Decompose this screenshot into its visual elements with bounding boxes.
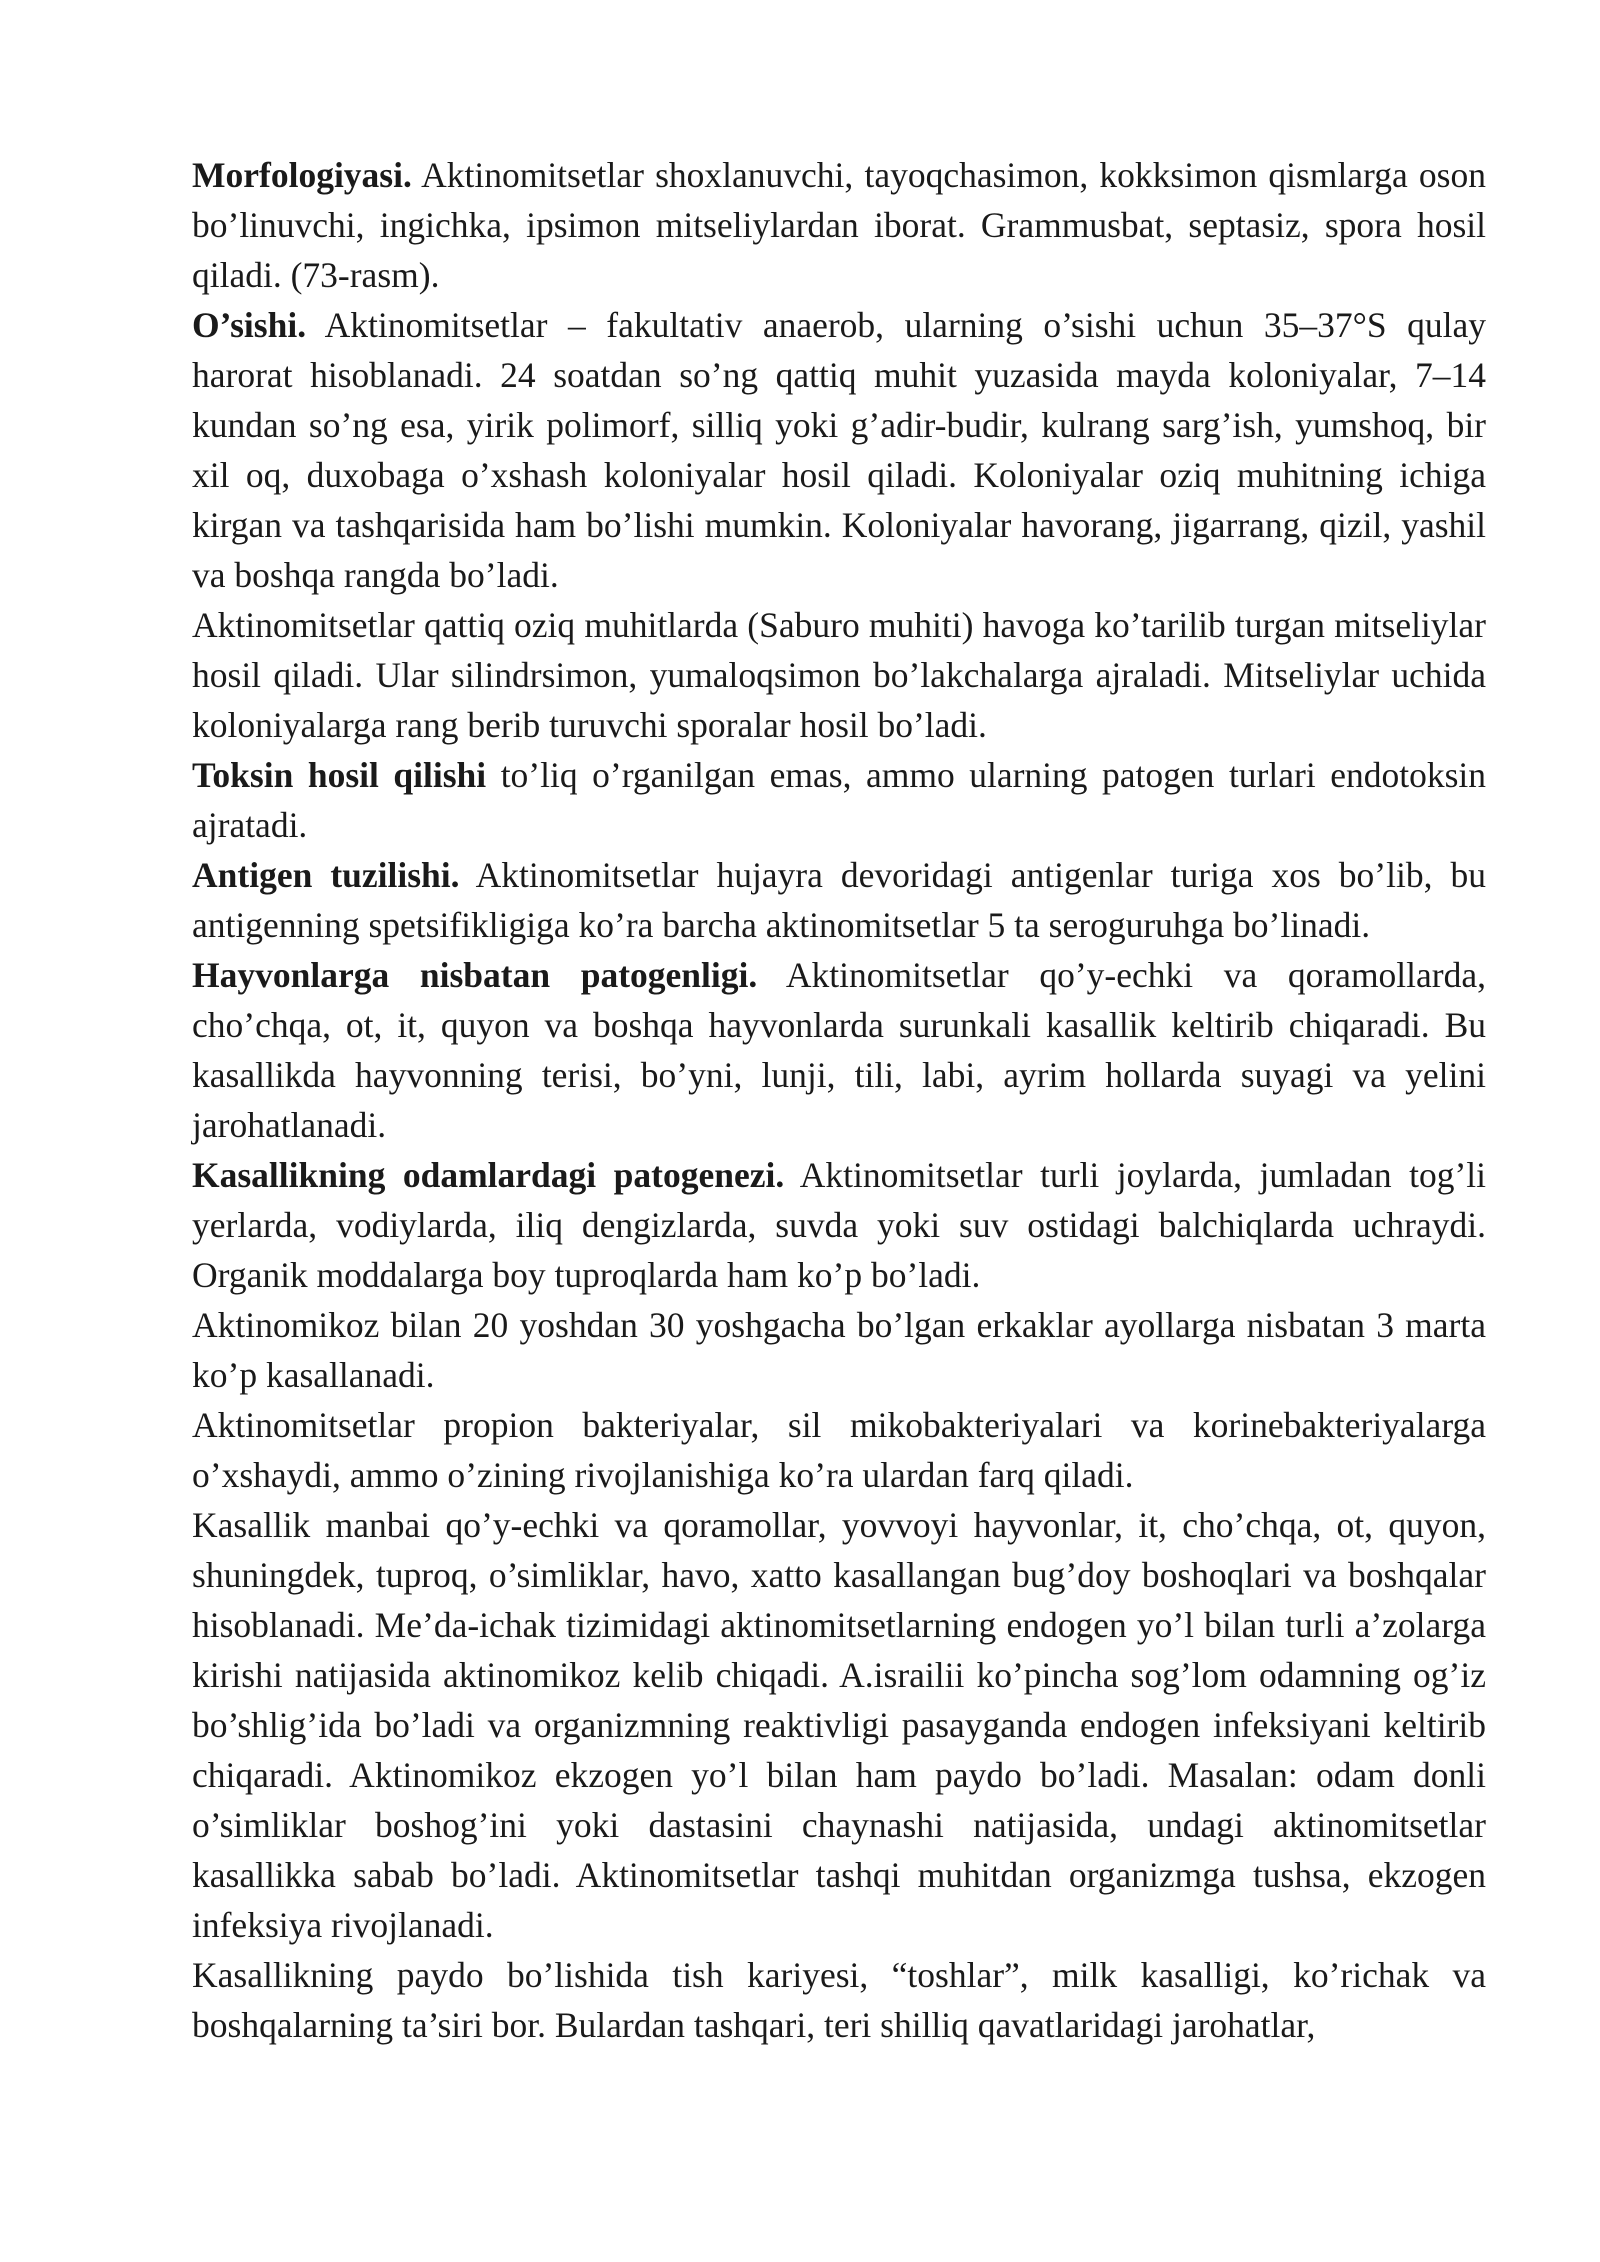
paragraph-text: Kasallikning paydo bo’lishida tish kariyesi, “toshlar”, milk kasalligi, ko’richak va boshqalarning ta’siri bor. Bulardan tashqari, teri shilliq qavatlaridagi jarohatlar, bbox=[192, 1955, 1486, 2045]
paragraph-text: Aktinomitsetlar qo’y-echki va qoramollarda, cho’chqa, ot, it, quyon va boshqa hayvonlarda surunkali kasallik keltirib chiqaradi. Bu kasallikda hayvonning terisi, bo’yni, lunji, tili, labi, ayrim hollarda suyagi va yelini jarohatlanadi. bbox=[192, 955, 1486, 1145]
paragraph-heading: O’sishi. bbox=[192, 305, 307, 345]
paragraph-heading: Morfologiyasi. bbox=[192, 155, 412, 195]
paragraph-kasallik-manbai bbox=[192, 1500, 1486, 1950]
paragraph-toksin bbox=[192, 750, 1486, 850]
paragraph-aktinomikoz-yosh bbox=[192, 1300, 1486, 1400]
paragraph-text: Aktinomitsetlar shoxlanuvchi, tayoqchasimon, kokksimon qismlarga oson bo’linuvchi, ingichka, ipsimon mitseliylardan iborat. Grammusbat, septasiz, spora hosil qiladi. (73-rasm). bbox=[192, 155, 1486, 295]
paragraph-text: to’liq o’rganilgan emas, ammo ularning patogen turlari endotoksin ajratadi. bbox=[192, 755, 1487, 845]
document-page bbox=[192, 150, 1486, 2050]
paragraph-patogenez bbox=[192, 1150, 1486, 1300]
paragraph-heading: Toksin hosil qilishi bbox=[192, 755, 487, 795]
paragraph-text: Kasallik manbai qo’y-echki va qoramollar, yovvoyi hayvonlar, it, cho’chqa, ot, quyon, shuningdek, tuproq, o’simliklar, havo, xatto kasallangan bug’doy boshoqlari va boshqalar hisoblanadi. Me’da-ichak tizimidagi aktinomitsetlarning endogen yo’l bilan turli a’zolarga kirishi natijasida aktinomikoz kelib chiqadi. A.israilii ko’pincha sog’lom odamning og’iz bo’shlig’ida bo’ladi va organizmning reaktivligi pasayganda endogen infeksiyani keltirib chiqaradi. Aktinomikoz ekzogen yo’l bilan ham paydo bo’ladi. Masalan: odam donli o’simliklar boshog’ini yoki dastasini chaynashi natijasida, undagi aktinomitsetlar kasallikka sabab bo’ladi. Aktinomitsetlar tashqi muhitdan organizmga tushsa, ekzogen infeksiya rivojlanadi. bbox=[192, 1505, 1486, 1945]
paragraph-osishi bbox=[192, 300, 1486, 600]
paragraph-heading: Hayvonlarga nisbatan patogenligi. bbox=[192, 955, 758, 995]
paragraph-mitseliylar bbox=[192, 600, 1486, 750]
paragraph-heading: Kasallikning odamlardagi patogenezi. bbox=[192, 1155, 785, 1195]
paragraph-oxshashlik bbox=[192, 1400, 1486, 1500]
paragraph-paydo-bolishi bbox=[192, 1950, 1486, 2050]
paragraph-morfologiyasi bbox=[192, 150, 1486, 300]
paragraph-text: Aktinomikoz bilan 20 yoshdan 30 yoshgacha bo’lgan erkaklar ayollarga nisbatan 3 marta ko’p kasallanadi. bbox=[192, 1305, 1486, 1395]
paragraph-text: Aktinomitsetlar turli joylarda, jumladan tog’li yerlarda, vodiylarda, iliq dengizlarda, suvda yoki suv ostidagi balchiqlarda uchraydi. Organik moddalarga boy tuproqlarda ham ko’p bo’ladi. bbox=[192, 1155, 1486, 1295]
paragraph-heading: Antigen tuzilishi. bbox=[192, 855, 460, 895]
paragraph-text: Aktinomitsetlar – fakultativ anaerob, ularning o’sishi uchun 35–37°S qulay harorat hisoblanadi. 24 soatdan so’ng qattiq muhit yuzasida mayda koloniyalar, 7–14 kundan so’ng esa, yirik polimorf, silliq yoki g’adir-budir, kulrang sarg’ish, yumshoq, bir xil oq, duxobaga o’xshash koloniyalar hosil qiladi. Koloniyalar oziq muhitning ichiga kirgan va tashqarisida ham bo’lishi mumkin. Koloniyalar havorang, jigarrang, qizil, yashil va boshqa rangda bo’ladi. bbox=[192, 305, 1486, 595]
paragraph-hayvonlarga bbox=[192, 950, 1486, 1150]
paragraph-antigen bbox=[192, 850, 1486, 950]
paragraph-text: Aktinomitsetlar qattiq oziq muhitlarda (Saburo muhiti) havoga ko’tarilib turgan mitseliylar hosil qiladi. Ular silindrsimon, yumaloqsimon bo’lakchalarga ajraladi. Mitseliylar uchida koloniyalarga rang berib turuvchi sporalar hosil bo’ladi. bbox=[192, 605, 1486, 745]
paragraph-text: Aktinomitsetlar propion bakteriyalar, sil mikobakteriyalari va korinebakteriyalarga o’xshaydi, ammo o’zining rivojlanishiga ko’ra ulardan farq qiladi. bbox=[192, 1405, 1486, 1495]
paragraph-text: Aktinomitsetlar hujayra devoridagi antigenlar turiga xos bo’lib, bu antigenning spetsifikligiga ko’ra barcha aktinomitsetlar 5 ta seroguruhga bo’linadi. bbox=[192, 855, 1486, 945]
